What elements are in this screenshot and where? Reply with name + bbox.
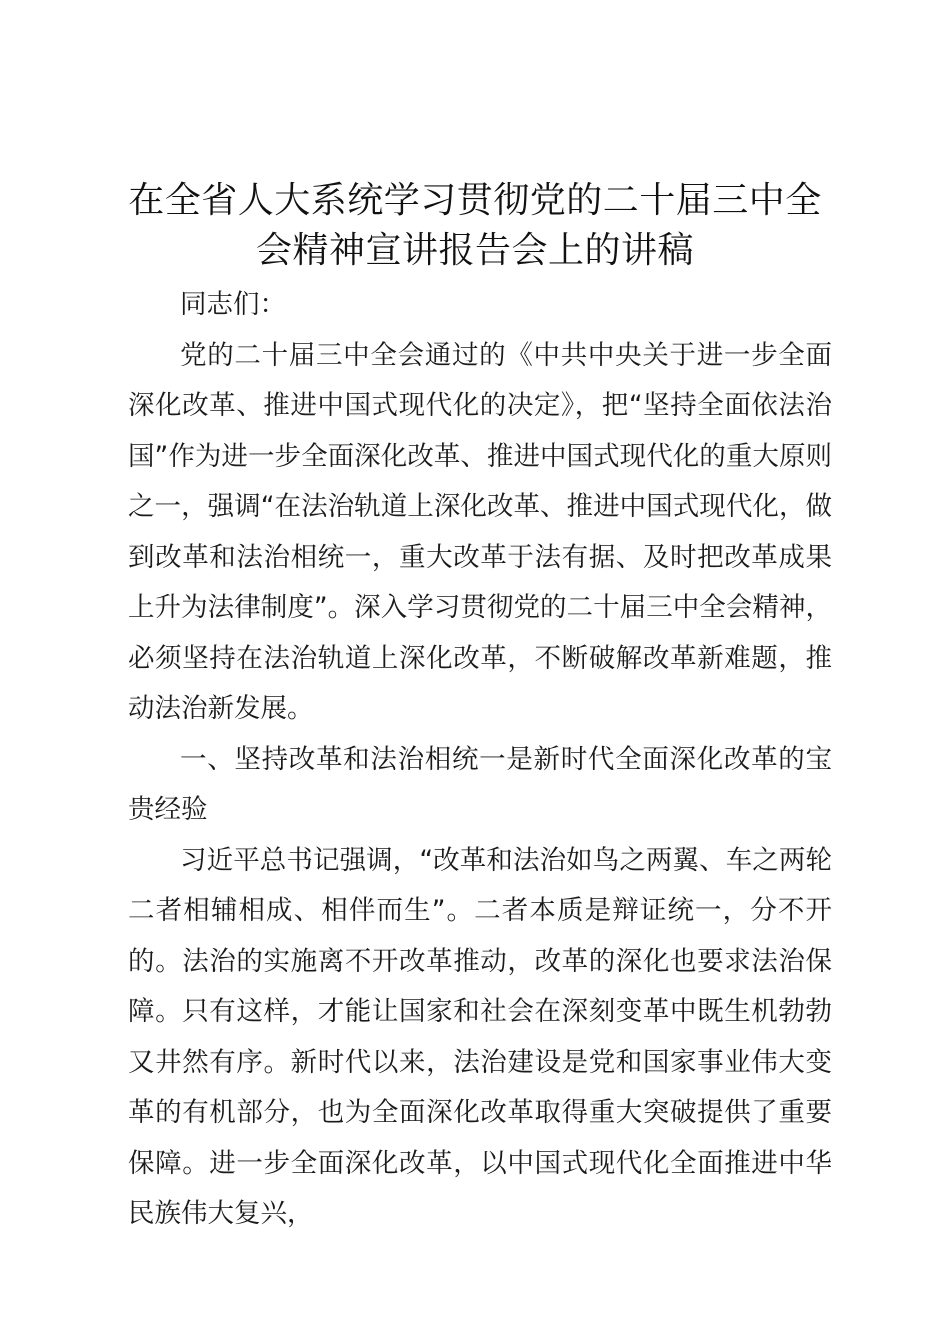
paragraph-section-1: 习近平总书记强调，“改革和法治如鸟之两翼、车之两轮二者相辅相成、相伴而生”。二者本质是辩证统一，分不开的。法治的实施离不开改革推动，改革的深化也要求法治保障。只有这样，才能让国家和社会在深刻变革中既生机勃勃又井然有序。新时代以来，法治建设是党和国家事业伟大变革的有机部分，也为全面深化改革取得重大突破提供了重要保障。进一步全面深化改革，以中国式现代化全面推进中华民族伟大复兴， bbox=[128, 844, 832, 1229]
paragraph-intro: 党的二十届三中全会通过的《中共中央关于进一步全面深化改革、推进中国式现代化的决定》，把“坚持全面依法治国”作为进一步全面深化改革、推进中国式现代化的重大原则之一，强调“在法治轨道上深化改革、推进中国式现代化，做到改革和法治相统一，重大改革于法有据、及时把改革成果上升为法律制度”。深入学习贯彻党的二十届三中全会精神，必须坚持在法治轨道上深化改革，不断破解改革新难题，推动法治新发展。 bbox=[128, 339, 832, 724]
section-heading-1: 一、坚持改革和法治相统一是新时代全面深化改革的宝贵经验 bbox=[128, 743, 832, 825]
document-body bbox=[128, 280, 832, 1240]
salutation: 同志们： bbox=[180, 289, 286, 320]
document-title: 在全省人大系统学习贯彻党的二十届三中全会精神宣讲报告会上的讲稿 bbox=[128, 180, 822, 271]
